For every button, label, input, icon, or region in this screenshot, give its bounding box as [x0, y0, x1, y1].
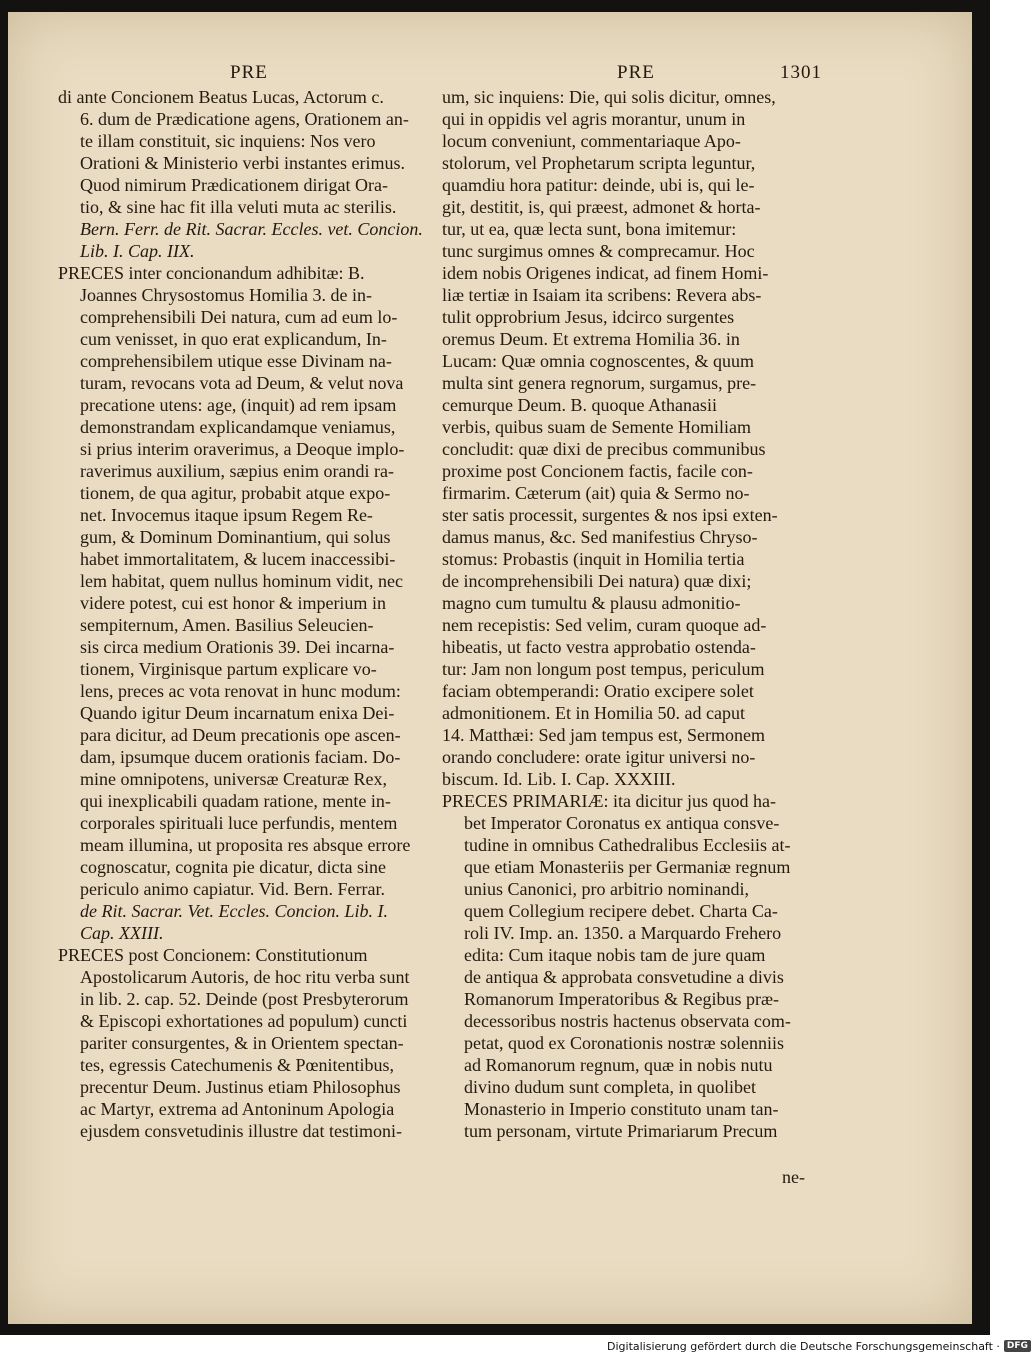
text-line: precatione utens: age, (inquit) ad rem ipsam	[80, 395, 397, 415]
text-line: 14. Matthæi: Sed jam tempus est, Sermonem	[442, 725, 765, 745]
text-line: Quod nimirum Prædicationem dirigat Ora-	[80, 175, 388, 195]
text-line: corporales spirituali luce perfundis, mentem	[80, 813, 398, 833]
text-line: tio, & sine hac fit illa veluti muta ac sterilis.	[80, 197, 397, 217]
text-line: hibeatis, ut facto vestra approbatio ostenda-	[442, 637, 756, 657]
text-line: tionem, Virginisque partum explicare vo-	[80, 659, 377, 679]
text-line: cognoscatur, cognita pie dicatur, dicta sine	[80, 857, 386, 877]
text-line: quem Collegium recipere debet. Charta Ca-	[464, 901, 778, 921]
text-line: firmarim. Cæterum (ait) quia & Sermo no-	[442, 483, 750, 503]
text-line: comprehensibilem utique esse Divinam na-	[80, 351, 392, 371]
text-line: turam, revocans vota ad Deum, & velut nova	[80, 373, 404, 393]
text-line: Lucam: Quæ omnia cognoscentes, & quum	[442, 351, 754, 371]
text-line: nem recepistis: Sed velim, curam quoque ad-	[442, 615, 767, 635]
page-number: 1301	[780, 62, 822, 83]
text-line: verbis, quibus suam de Semente Homiliam	[442, 417, 751, 437]
text-line: si prius interim oraverimus, a Deoque implo-	[80, 439, 405, 459]
text-line: locum conveniunt, commentariaque Apo-	[442, 131, 741, 151]
footer-credit	[607, 1337, 1031, 1355]
text-line: divino dudum sunt completa, in quolibet	[464, 1077, 756, 1097]
text-line: Lib. I. Cap. IIX.	[80, 241, 195, 261]
text-line: Apostolicarum Autoris, de hoc ritu verba sunt	[80, 967, 410, 987]
text-line: raverimus auxilium, sæpius enim orandi ra-	[80, 461, 394, 481]
text-line: de Rit. Sacrar. Vet. Eccles. Concion. Lib. I.	[80, 901, 388, 921]
text-line: PRECES post Concionem: Constitutionum	[58, 945, 368, 965]
text-line: & Episcopi exhortationes ad populum) cuncti	[80, 1011, 408, 1031]
text-line: de incomprehensibili Dei natura) quæ dixi;	[442, 571, 752, 591]
text-line: PRECES inter concionandum adhibitæ: B.	[58, 263, 365, 283]
text-line: orando concludere: orate igitur universi no-	[442, 747, 756, 767]
text-line: tionem, de qua agitur, probabit atque expo-	[80, 483, 391, 503]
text-line: unius Canonici, pro arbitrio nominandi,	[464, 879, 749, 899]
dfg-logo[interactable]: DFG	[1004, 1340, 1031, 1352]
text-line: para dicitur, ad Deum precationis ope ascen-	[80, 725, 401, 745]
text-line: 6. dum de Prædicatione agens, Orationem an-	[80, 109, 409, 129]
text-line: tes, egressis Catechumenis & Pœnitentibus,	[80, 1055, 394, 1075]
text-line: Bern. Ferr. de Rit. Sacrar. Eccles. vet. Concion.	[80, 219, 423, 239]
text-line: tunc surgimus omnes & comprecamur. Hoc	[442, 241, 755, 261]
text-line: proxime post Concionem factis, facile con-	[442, 461, 753, 481]
text-line: cemurque Deum. B. quoque Athanasii	[442, 395, 717, 415]
text-line: admonitionem. Et in Homilia 50. ad caput	[442, 703, 745, 723]
running-head-right: PRE	[617, 62, 655, 83]
text-line: Monasterio in Imperio constituto unam tan-	[464, 1099, 779, 1119]
text-line: multa sint genera regnorum, surgamus, pre-	[442, 373, 757, 393]
text-line: magno cum tumultu & plausu admonitio-	[442, 593, 741, 613]
text-line: bet Imperator Coronatus ex antiqua consve-	[464, 813, 780, 833]
text-line: mine omnipotens, universæ Creaturæ Rex,	[80, 769, 387, 789]
text-line: Orationi & Ministerio verbi instantes erimus.	[80, 153, 405, 173]
text-line: tudine in omnibus Cathedralibus Ecclesiis at-	[464, 835, 791, 855]
text-line: ad Romanorum regnum, quæ in nobis nutu	[464, 1055, 773, 1075]
text-line: Romanorum Imperatoribus & Regibus præ-	[464, 989, 779, 1009]
text-line: ac Martyr, extrema ad Antoninum Apologia	[80, 1099, 395, 1119]
text-line: edita: Cum itaque nobis tam de jure quam	[464, 945, 766, 965]
text-line: periculo animo capiatur. Vid. Bern. Ferrar.	[80, 879, 385, 899]
running-head-left: PRE	[230, 62, 268, 83]
text-line: um, sic inquiens: Die, qui solis dicitur, omnes,	[442, 87, 776, 107]
text-line: qui in oppidis vel agris morantur, unum in	[442, 109, 746, 129]
text-line: stomus: Probastis (inquit in Homilia tertia	[442, 549, 745, 569]
text-line: concludit: quæ dixi de precibus communibus	[442, 439, 766, 459]
text-line: tur, ut ea, quæ lecta sunt, bona imitemur:	[442, 219, 737, 239]
text-line: cum venisset, in quo erat explicandum, In-	[80, 329, 387, 349]
text-line: lem habitat, quem nullus hominum vidit, nec	[80, 571, 403, 591]
text-line: di ante Concionem Beatus Lucas, Actorum c.	[58, 87, 384, 107]
catchword: ne-	[782, 1167, 805, 1187]
text-line: idem nobis Origenes indicat, ad finem Homi-	[442, 263, 769, 283]
text-line: biscum. Id. Lib. I. Cap. XXXIII.	[442, 769, 676, 789]
text-line: ejusdem consvetudinis illustre dat testimoni-	[80, 1121, 402, 1141]
text-line: net. Invocemus itaque ipsum Regem Re-	[80, 505, 373, 525]
text-line: dam, ipsumque ducem orationis faciam. Do-	[80, 747, 401, 767]
text-line: Quando igitur Deum incarnatum enixa Dei-	[80, 703, 395, 723]
text-column-right	[442, 86, 824, 1142]
text-line: liæ tertiæ in Isaiam ita scribens: Revera abs-	[442, 285, 762, 305]
text-line: sis circa medium Orationis 39. Dei incarna-	[80, 637, 395, 657]
text-line: tur: Jam non longum post tempus, periculum	[442, 659, 765, 679]
text-line: gum, & Dominum Dominantium, qui solus	[80, 527, 391, 547]
text-line: faciam obtemperandi: Oratio excipere solet	[442, 681, 754, 701]
text-line: de antiqua & approbata consvetudine a divis	[464, 967, 784, 987]
text-line: pariter consurgentes, & in Orientem spectan-	[80, 1033, 404, 1053]
text-line: roli IV. Imp. an. 1350. a Marquardo Frehero	[464, 923, 782, 943]
text-line: petat, quod ex Coronationis nostræ solenniis	[464, 1033, 784, 1053]
text-line: sempiternum, Amen. Basilius Seleucien-	[80, 615, 374, 635]
text-line: ster satis processit, surgentes & nos ipsi exten-	[442, 505, 778, 525]
text-line: git, destitit, is, qui præest, admonet & horta-	[442, 197, 761, 217]
text-line: tulit opprobrium Jesus, idcirco surgentes	[442, 307, 735, 327]
text-line: precentur Deum. Justinus etiam Philosophus	[80, 1077, 401, 1097]
text-line: comprehensibili Dei natura, cum ad eum lo-	[80, 307, 398, 327]
text-line: decessoribus nostris hactenus observata com-	[464, 1011, 791, 1031]
footer-text: Digitalisierung gefördert durch die Deutsche Forschungsgemeinschaft ·	[607, 1339, 1000, 1353]
text-line: demonstrandam explicandamque veniamus,	[80, 417, 396, 437]
text-line: damus manus, &c. Sed manifestius Chryso-	[442, 527, 758, 547]
text-line: Cap. XXIII.	[80, 923, 164, 943]
text-line: in lib. 2. cap. 52. Deinde (post Presbyterorum	[80, 989, 409, 1009]
text-line: lens, preces ac vota renovat in hunc modum:	[80, 681, 401, 701]
text-line: que etiam Monasteriis per Germaniæ regnum	[464, 857, 791, 877]
text-line: qui inexplicabili quadam ratione, mente in-	[80, 791, 391, 811]
text-line: tum personam, virtute Primariarum Precum	[464, 1121, 778, 1141]
text-line: quamdiu hora patitur: deinde, ubi is, qui le-	[442, 175, 755, 195]
text-line: meam illumina, ut proposita res absque errore	[80, 835, 411, 855]
text-line: videre potest, cui est honor & imperium in	[80, 593, 386, 613]
text-line: stolorum, vel Prophetarum scripta leguntur,	[442, 153, 756, 173]
text-line: PRECES PRIMARIÆ: ita dicitur jus quod ha-	[442, 791, 777, 811]
text-line: Joannes Chrysostomus Homilia 3. de in-	[80, 285, 372, 305]
text-column-left	[58, 86, 436, 1142]
text-line: te illam constituit, sic inquiens: Nos vero	[80, 131, 376, 151]
text-line: oremus Deum. Et extrema Homilia 36. in	[442, 329, 740, 349]
text-line: habet immortalitatem, & lucem inaccessibi-	[80, 549, 396, 569]
